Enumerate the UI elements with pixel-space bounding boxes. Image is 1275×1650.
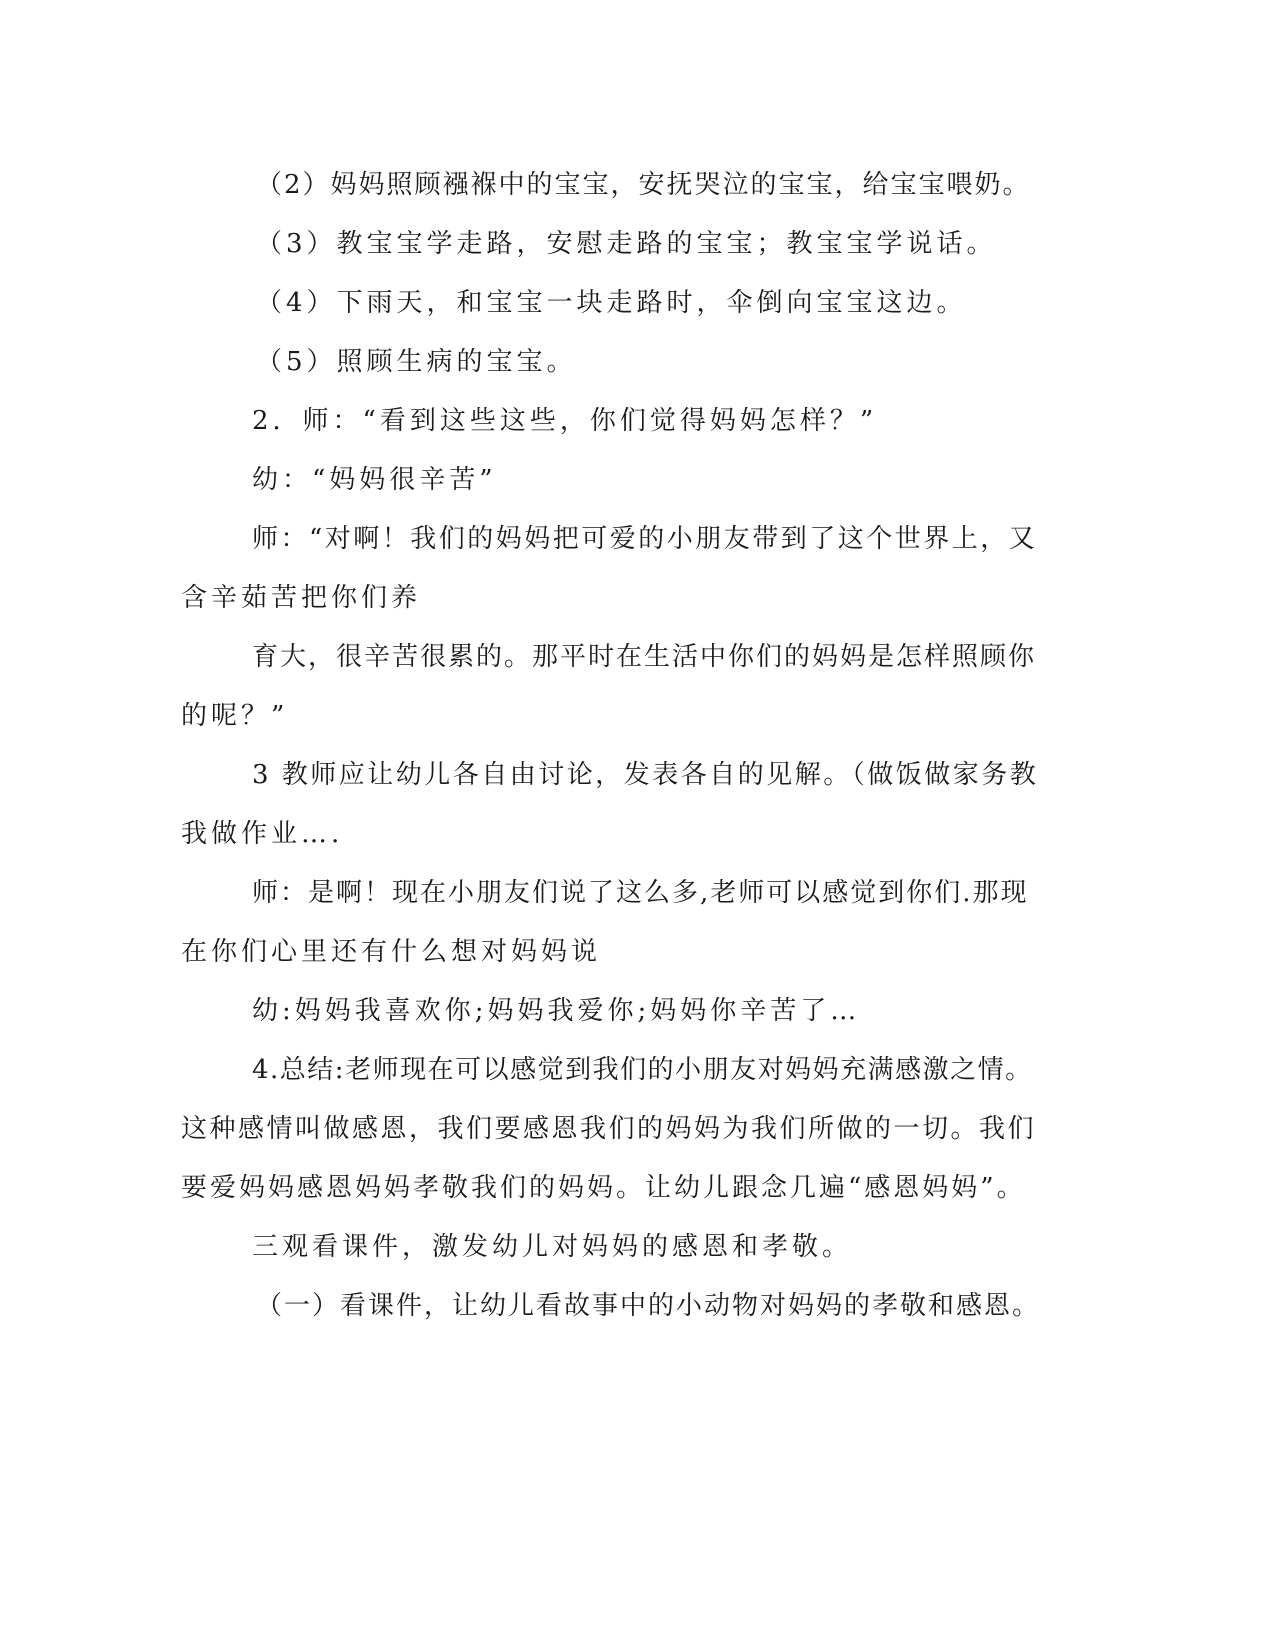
text-line: 我做作业….	[181, 819, 344, 849]
text-line: 4.总结:老师现在可以感觉到我们的小朋友对妈妈充满感激之情。	[252, 1055, 1033, 1085]
text-line: （4）下雨天，和宝宝一块走路时，伞倒向宝宝这边。	[256, 288, 967, 318]
text-line: 三观看课件，激发幼儿对妈妈的感恩和孝敬。	[252, 1232, 853, 1262]
text-line: 幼:妈妈我喜欢你;妈妈我爱你;妈妈你辛苦了…	[252, 996, 861, 1026]
text-line: （2）妈妈照顾襁褓中的宝宝，安抚哭泣的宝宝，给宝宝喂奶。	[256, 170, 1031, 200]
text-line: 的呢？”	[181, 701, 289, 731]
text-line: 这种感情叫做感恩，我们要感恩我们的妈妈为我们所做的一切。我们	[181, 1114, 1037, 1144]
text-line: （一）看课件，让幼儿看故事中的小动物对妈妈的孝敬和感恩。	[256, 1291, 1041, 1321]
text-line: （5）照顾生病的宝宝。	[256, 347, 577, 377]
text-line: 在你们心里还有什么想对妈妈说	[181, 937, 602, 967]
text-line: 含辛茹苦把你们养	[181, 583, 422, 613]
text-line: 幼：“妈妈很辛苦”	[252, 465, 497, 495]
text-line: 要爱妈妈感恩妈妈孝敬我们的妈妈。让幼儿跟念几遍“感恩妈妈”。	[181, 1173, 1026, 1203]
text-line: 2．师：“看到这些这些，你们觉得妈妈怎样？”	[252, 406, 878, 436]
text-line: （3）教宝宝学走路，安慰走路的宝宝；教宝宝学说话。	[256, 229, 997, 259]
text-line: 师：是啊！现在小朋友们说了这么多,老师可以感觉到你们.那现	[252, 878, 1029, 908]
text-line: 3 教师应让幼儿各自由讨论，发表各自的见解。（做饭做家务教	[252, 760, 1039, 790]
text-line: 师：“对啊！我们的妈妈把可爱的小朋友带到了这个世界上，又	[252, 524, 1038, 554]
text-line: 育大，很辛苦很累的。那平时在生活中你们的妈妈是怎样照顾你	[252, 642, 1037, 672]
